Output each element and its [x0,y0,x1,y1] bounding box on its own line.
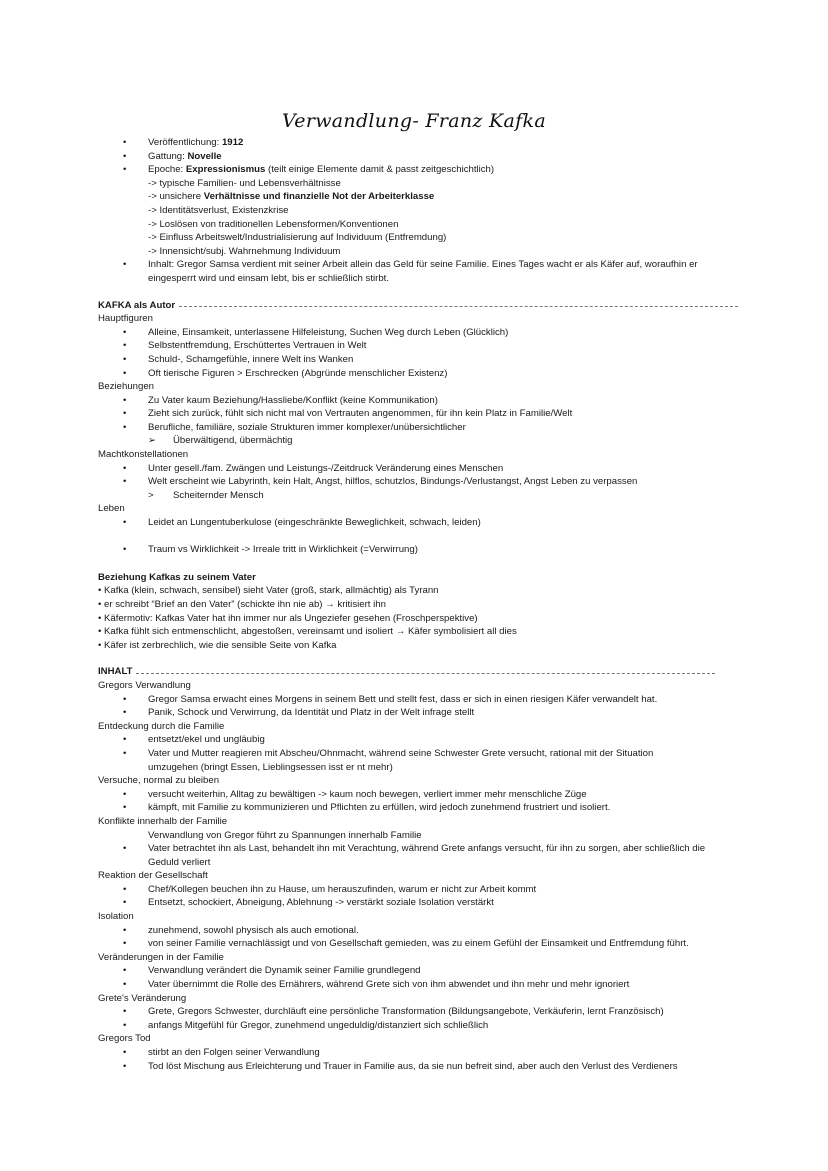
subheading: Isolation [98,911,134,923]
bullet-icon: • [123,1006,127,1018]
list-item: • er schreibt “Brief an den Vater” (schickte ihn nie ab) → kritisiert ihn [98,599,386,610]
bullet-icon: • [123,517,127,529]
subheading: Hauptfiguren [98,313,153,325]
bullet-icon: • [123,421,127,433]
list-item: • zunehmend, sowohl physisch als auch emotional. [123,924,359,936]
section-header-kafka-autor: KAFKA als Autor [98,299,738,313]
bullet-icon: • [123,462,127,474]
list-item: • kämpft, mit Familie zu kommunizieren und Pflichten zu erfüllen, wird jedoch zunehmend frustriert und isoliert. [123,802,611,814]
bullet-icon: • [123,965,127,977]
sub-list-item: > Scheiternder Mensch [148,489,264,501]
bullet-icon: • [123,476,127,488]
bullet-icon: • [123,693,127,705]
list-item: • Leidet an Lungentuberkulose (eingeschränkte Beweglichkeit, schwach, leiden) [123,517,481,529]
list-item: • Kafka (klein, schwach, sensibel) sieht Vater (groß, stark, allmächtig) als Tyrann [98,585,439,597]
list-item: • Veröffentlichung: 1912 [123,137,244,148]
bullet-icon: • [123,747,127,759]
list-item: • Epoche: Expressionismus (teilt einige Elemente damit & passt zeitgeschichtlich) [123,164,495,176]
bullet-icon: • [123,734,127,746]
list-item: • Panik, Schock und Verwirrung, da Identität und Platz in der Welt infrage stellt [123,707,475,719]
bullet-icon: • [123,367,127,379]
dashed-divider [179,306,738,307]
bullet-icon: • [123,1047,127,1058]
page-title: Verwandlung- Franz Kafka [282,110,546,132]
greater-than-bullet-icon: > [148,489,154,501]
list-item: • Vater betrachtet ihn als Last, behandelt ihn mit Verachtung, während Grete anfangs versucht, für ihn zu sorgen, aber schließlich die Geduld verliert [123,843,706,868]
list-item: • von seiner Familie vernachlässigt und von Gesellschaft gemieden, was zu einem Gefühl der Einsamkeit und Entfremdung führt. [123,938,689,950]
bullet-icon: • [123,897,127,909]
subheading: Entdeckung durch die Familie [98,720,225,732]
sub-item: -> Loslösen von traditionellen Lebensformen/Konventionen [148,218,399,230]
list-item: • Käfermotiv: Kafkas Vater hat ihn immer nur als Ungeziefer gesehen (Froschperspektive) [98,612,478,624]
subheading: Beziehungen [98,381,155,393]
list-item: • Berufliche, familiäre, soziale Strukturen immer komplexer/unübersichtlicher [123,421,466,433]
bullet-icon: • [123,137,127,148]
arrow-bullet-icon: ➢ [148,435,157,447]
document-body [98,136,738,1073]
subheading: Gregors Verwandlung [98,679,191,691]
bullet-icon: • [123,938,127,950]
list-item: • Grete, Gregors Schwester, durchläuft eine persönliche Transformation (Bildungsangebote, Verkäuferin, lernt Französisch) [123,1006,664,1018]
bullet-icon: • [123,150,127,162]
bullet-icon: • [123,326,127,338]
list-item: • Vater und Mutter reagieren mit Abscheu/Ohnmacht, während seine Schwester Grete versucht, rational mit der Situation umzugehen (bringt Essen, Lieblingsessen isst er nt mehr) [123,747,654,773]
subheading: Gregors Tod [98,1033,151,1045]
bullet-icon: • [123,259,127,271]
section-header-inhalt: INHALT [98,665,715,679]
subheading: Grete's Veränderung [98,992,187,1004]
list-item: • Alleine, Einsamkeit, unterlassene Hilfeleistung, Suchen Weg durch Leben (Glücklich) [123,326,509,338]
bullet-icon: • [123,340,127,352]
bullet-icon: • [123,924,127,936]
list-item: • Zieht sich zurück, fühlt sich nicht mal von Vertrauten angenommen, für ihn kein Platz in Familie/Welt [123,408,573,420]
subheading: Versuche, normal zu bleiben [98,775,220,787]
plain-item: Verwandlung von Gregor führt zu Spannungen innerhalb Familie [148,829,422,841]
list-item: • stirbt an den Folgen seiner Verwandlung [123,1047,320,1058]
list-item: • Gregor Samsa erwacht eines Morgens in seinem Bett und stellt fest, dass er sich in einen riesigen Käfer verwandelt hat. [123,693,658,705]
subheading: Machtkonstellationen [98,449,189,461]
section-header-vater: Beziehung Kafkas zu seinem Vater [98,571,256,583]
list-item: • Chef/Kollegen beuchen ihn zu Hause, um herauszufinden, warum er nicht zur Arbeit kommt [123,883,537,895]
list-item: • entsetzt/ekel und ungläubig [123,734,265,746]
sub-item: -> Innensicht/subj. Wahrnehmung Individuum [148,245,341,257]
list-item: • versucht weiterhin, Alltag zu bewältigen -> kaum noch bewegen, verliert immer mehr menschliche Züge [123,788,587,800]
bullet-icon: • [123,843,127,855]
list-item: • Traum vs Wirklichkeit -> Irreale tritt in Wirklichkeit (=Verwirrung) [123,544,418,556]
spacer [98,530,738,544]
list-item: • Selbstentfremdung, Erschüttertes Vertrauen in Welt [123,340,367,352]
list-item: • Gattung: Novelle [123,150,222,162]
bullet-icon: • [123,883,127,895]
bullet-icon: • [123,353,127,365]
subheading: Leben [98,503,125,515]
sub-item: -> unsichere Verhältnisse und finanzielle Not der Arbeiterklasse [148,191,435,203]
list-item: • Vater übernimmt die Rolle des Ernährers, während Grete sich von ihm abwendet und ihn mehr und mehr ignoriert [123,979,630,991]
list-item: • Kafka fühlt sich entmenschlicht, abgestoßen, vereinsamt und isoliert → Käfer symbolisiert all dies [98,626,517,638]
bullet-icon: • [123,1019,127,1031]
subheading: Veränderungen in der Familie [98,951,224,963]
bullet-icon: • [123,164,127,176]
bullet-icon: • [123,544,127,556]
bullet-icon: • [123,788,127,800]
list-item: • Tod löst Mischung aus Erleichterung und Trauer in Familie aus, da sie nun befreit sind, aber auch den Verlust des Verdieners [123,1060,678,1072]
bullet-icon: • [123,707,127,719]
list-item: • Unter gesell./fam. Zwängen und Leistungs-/Zeitdruck Veränderung eines Menschen [123,462,504,474]
list-item: • Schuld-, Schamgefühle, innere Welt ins Wanken [123,353,354,365]
bullet-icon: • [123,394,127,406]
bullet-icon: • [123,802,127,814]
dashed-divider [136,673,715,674]
bullet-icon: • [123,979,127,991]
sub-item: -> typische Familien- und Lebensverhältnisse [148,177,341,189]
list-item: • Verwandlung verändert die Dynamik seiner Familie grundlegend [123,965,421,977]
list-item: • Oft tierische Figuren > Erschrecken (Abgründe menschlicher Existenz) [123,367,448,379]
subheading: Reaktion der Gesellschaft [98,870,208,882]
bullet-icon: • [123,408,127,420]
list-item: • Käfer ist zerbrechlich, wie die sensible Seite von Kafka [98,639,337,651]
list-item: • Zu Vater kaum Beziehung/Hassliebe/Konflikt (keine Kommunikation) [123,394,438,406]
subheading: Konflikte innerhalb der Familie [98,815,228,827]
sub-list-item: ➢ Überwältigend, übermächtig [148,435,293,447]
list-item: • Inhalt: Gregor Samsa verdient mit seiner Arbeit allein das Geld für seine Familie. Eines Tages wacht er als Käfer auf, woraufhin er eingesperrt wird und einsam lebt, bis er schließlich stirbt. [123,259,698,284]
bullet-icon: • [123,1060,127,1072]
list-item: • Entsetzt, schockiert, Abneigung, Ablehnung -> verstärkt soziale Isolation verstärkt [123,897,494,909]
list-item: • Welt erscheint wie Labyrinth, kein Halt, Angst, hilflos, schutzlos, Bindungs-/Verlustangst, Angst Leben zu verpassen [123,476,638,488]
list-item: • anfangs Mitgefühl für Gregor, zunehmend ungeduldig/distanziert sich schließlich [123,1019,489,1031]
sub-item: -> Identitätsverlust, Existenzkrise [148,204,289,216]
sub-item: -> Einfluss Arbeitswelt/Industrialisierung auf Individuum (Entfremdung) [148,232,447,244]
